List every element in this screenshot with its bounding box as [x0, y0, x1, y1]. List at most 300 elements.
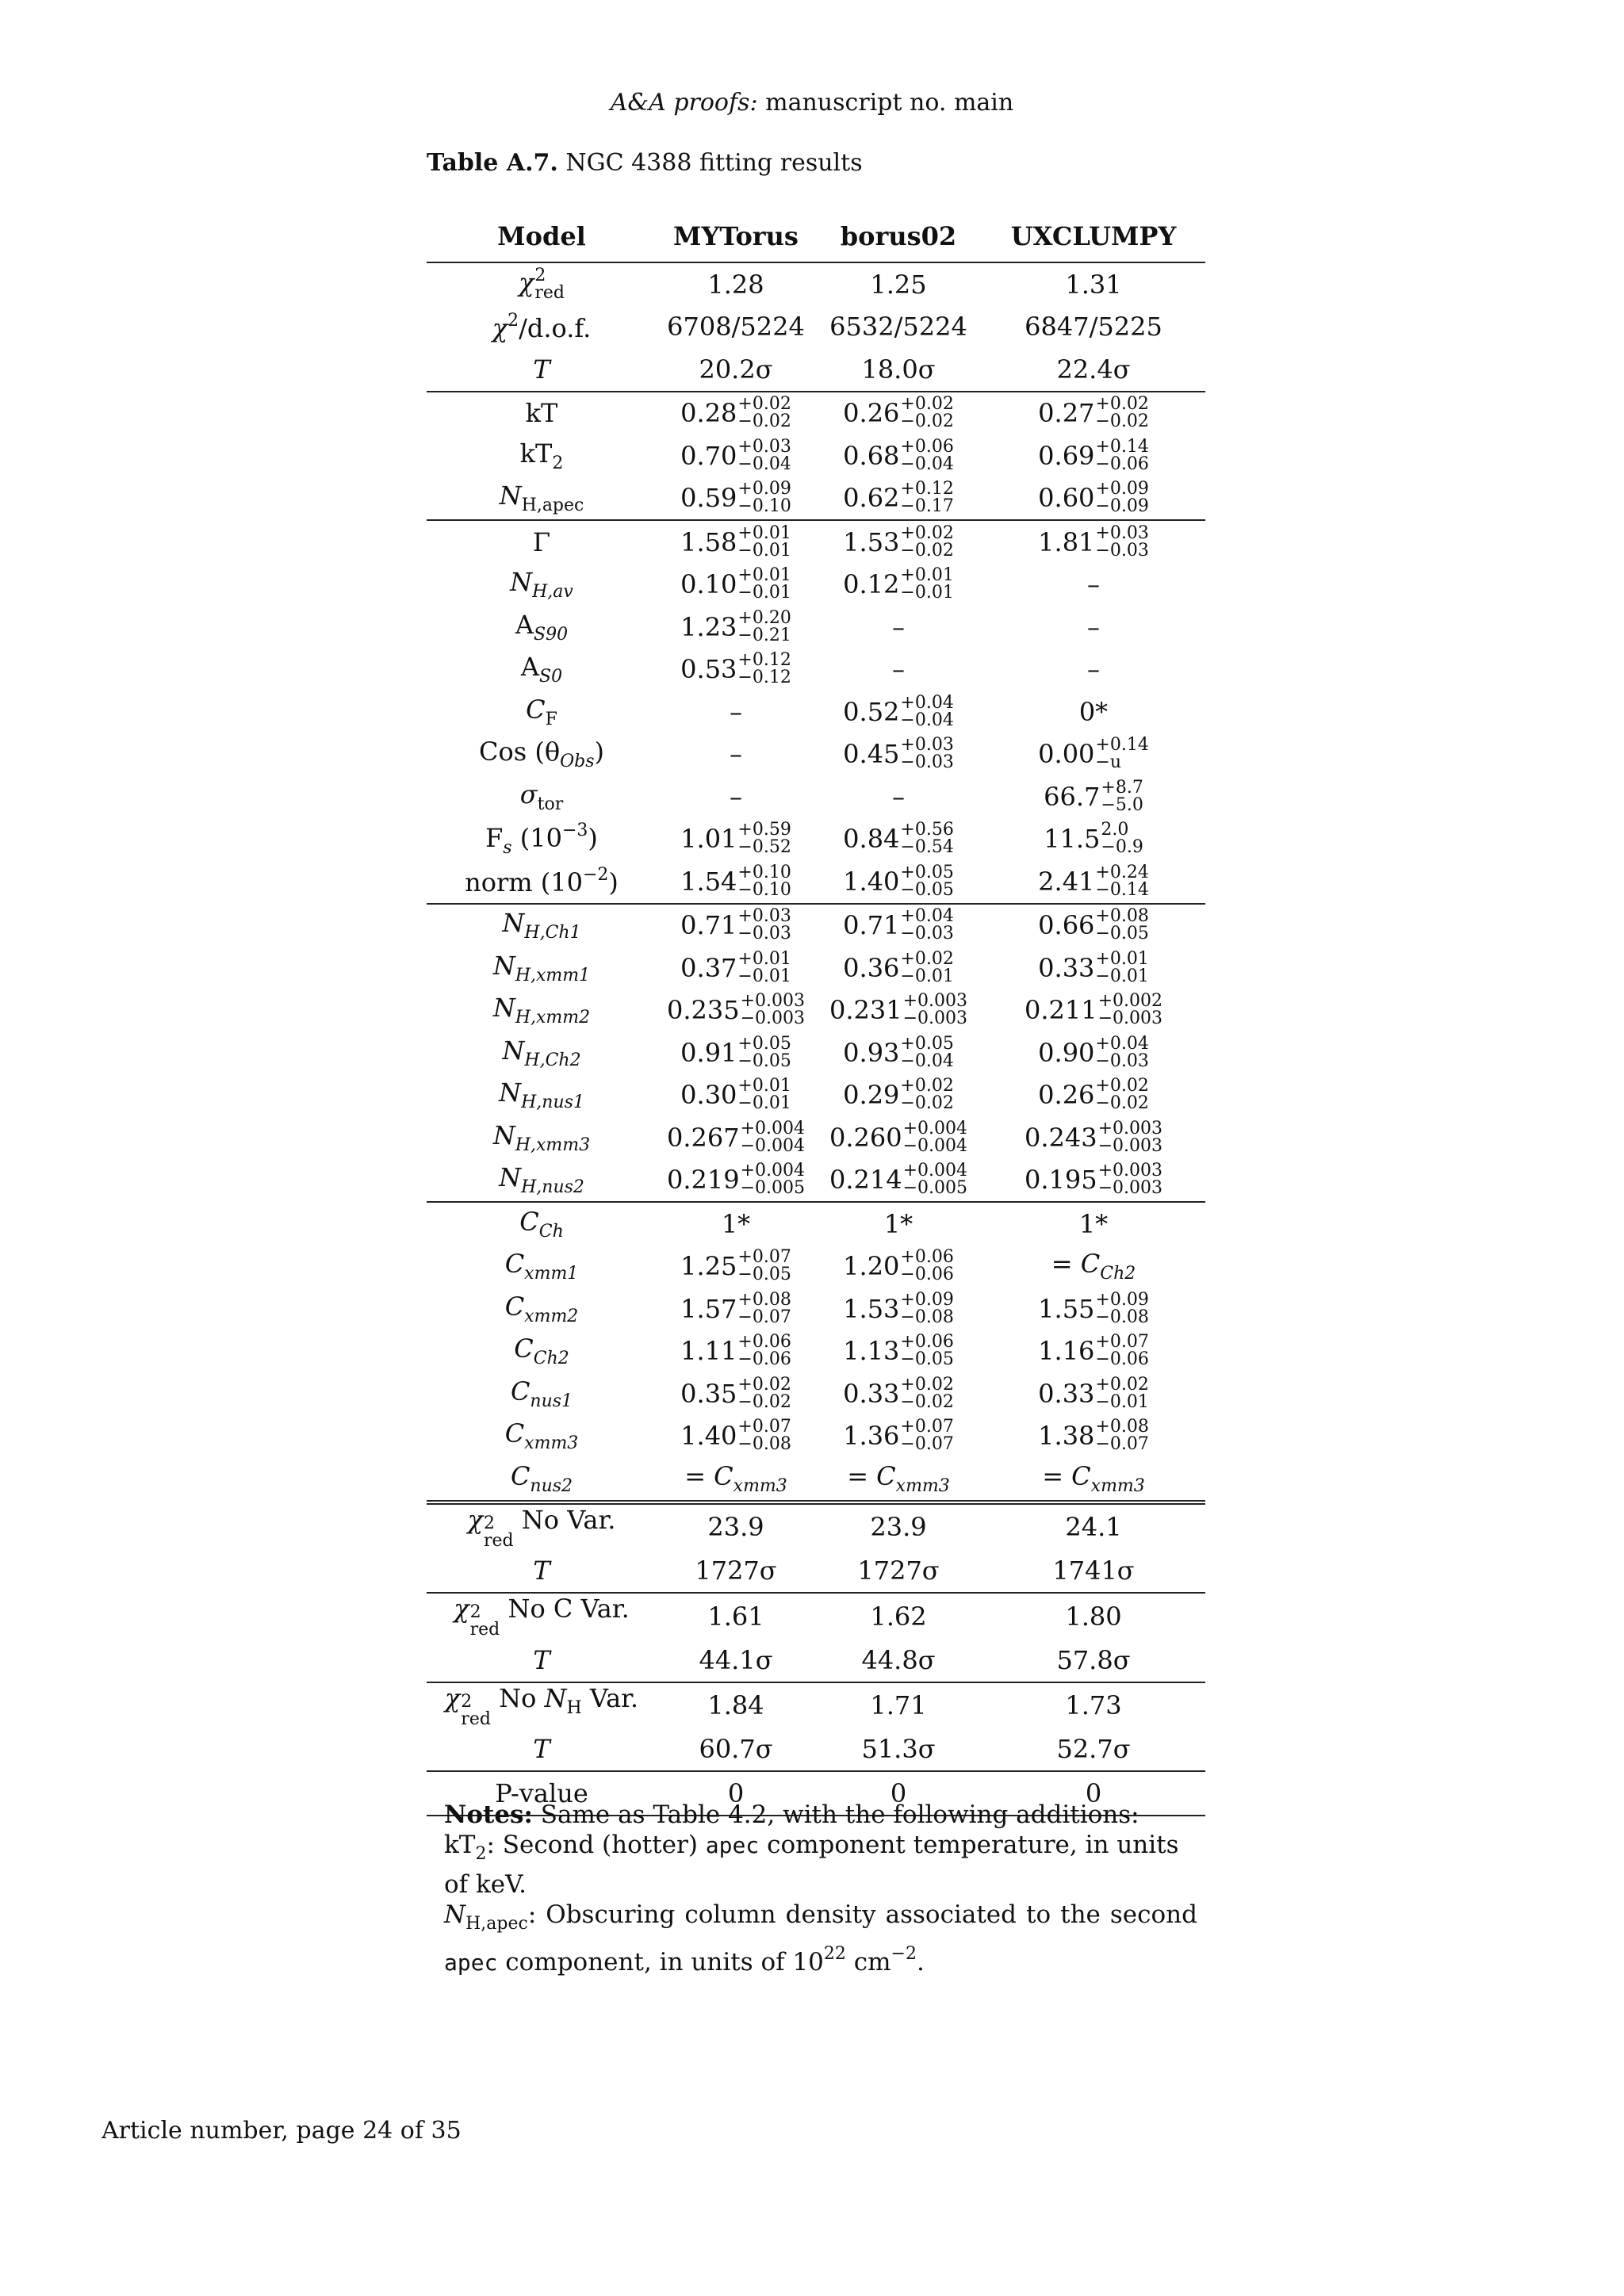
best-fit-value: 0.69 [1038, 440, 1095, 471]
lower-error: −0.21 [737, 625, 791, 645]
table-body [427, 262, 1205, 1816]
error-bars [1095, 1376, 1148, 1411]
upper-error: +0.02 [900, 1374, 954, 1395]
row-label [427, 1202, 657, 1246]
error-bars [737, 480, 791, 515]
value [829, 1120, 967, 1155]
param-subscript: 2 [552, 453, 564, 473]
table-row [427, 1031, 1205, 1074]
table-cell [815, 564, 982, 607]
tied-symbol: C [1071, 1460, 1091, 1491]
lower-error: −0.07 [737, 1307, 791, 1327]
upper-error: +0.04 [1095, 1033, 1149, 1054]
table-cell [982, 775, 1205, 818]
table-cell [815, 606, 982, 649]
value [843, 438, 954, 473]
table-row [427, 1415, 1205, 1458]
best-fit-value: 1* [883, 1208, 914, 1239]
upper-error: +0.06 [900, 1332, 954, 1353]
lower-error: −0.05 [900, 879, 954, 900]
table-row [427, 860, 1205, 904]
error-bars [900, 908, 953, 943]
param-subscript: Ch [538, 1221, 564, 1242]
lower-error: −0.12 [737, 668, 791, 688]
table-cell [815, 1330, 982, 1373]
table-cell [815, 1372, 982, 1415]
value [680, 1334, 791, 1368]
upper-error: +0.003 [1097, 1118, 1163, 1138]
value [680, 908, 791, 943]
value [1025, 1120, 1162, 1155]
table-cell [657, 564, 815, 607]
table-row [427, 691, 1205, 733]
row-label [427, 1288, 657, 1330]
table-row [427, 348, 1205, 392]
lower-error: −0.05 [737, 1265, 791, 1285]
best-fit-value: 0.267 [666, 1122, 740, 1153]
table-cell: 1.84 [657, 1682, 815, 1728]
upper-error: +0.02 [1095, 1076, 1149, 1096]
table-cell [815, 818, 982, 861]
upper-error: +0.08 [1095, 906, 1149, 927]
table-cell [815, 392, 982, 435]
row-label [427, 1550, 657, 1594]
table-cell: 24.1 [982, 1502, 1205, 1550]
row-label [427, 262, 657, 306]
notes-label: Notes: [444, 1800, 533, 1829]
best-fit-value: 0.29 [843, 1080, 900, 1111]
table-row [427, 904, 1205, 947]
sup-sub [461, 1693, 491, 1728]
error-bars [1095, 396, 1148, 430]
table-cell: 0 [657, 1771, 815, 1816]
table-cell [815, 1116, 982, 1159]
best-fit-value: 1.40 [843, 866, 900, 897]
value [1025, 1162, 1162, 1197]
value [843, 908, 954, 943]
best-fit-value: 1.55 [1038, 1293, 1095, 1324]
row-label [427, 1074, 657, 1117]
table-cell [657, 775, 815, 818]
param-subscript: H,nus2 [521, 1177, 584, 1198]
value [1038, 1077, 1149, 1112]
nh-subscript: H,apec [465, 1914, 528, 1934]
value [680, 1077, 791, 1112]
param-symbol: F [485, 822, 504, 853]
table-cell: 1727σ [857, 1556, 940, 1586]
error-bars [1095, 480, 1148, 515]
table-cell [815, 947, 982, 989]
page-footer: Article number, page 24 of 35 [102, 2117, 462, 2145]
upper-error: +0.09 [737, 479, 791, 499]
table-cell [982, 947, 1205, 989]
upper-error: +0.02 [1095, 1374, 1149, 1395]
best-fit-value: 0.71 [680, 910, 737, 941]
best-fit-value: – [892, 611, 905, 642]
param-subscript: H,Ch1 [524, 923, 581, 943]
value [1079, 697, 1108, 727]
table-row [427, 1288, 1205, 1330]
upper-error: +0.004 [740, 1161, 806, 1181]
value [843, 396, 954, 430]
value [1038, 1376, 1149, 1411]
best-fit-value: – [730, 739, 742, 770]
param-symbol: T [533, 1556, 550, 1586]
upper-error: +0.14 [1095, 436, 1149, 457]
table-cell [815, 477, 982, 521]
best-fit-value: 1.53 [843, 526, 900, 557]
lower-error: −0.04 [900, 710, 954, 730]
lower-error: −0.02 [900, 1391, 954, 1412]
value [843, 864, 954, 899]
table-cell [657, 1246, 815, 1288]
param-subscript: H,nus1 [521, 1093, 584, 1113]
best-fit-value: 0.91 [680, 1037, 737, 1068]
table-cell [657, 691, 815, 733]
param-symbol: C [504, 1249, 525, 1280]
upper-error: +0.05 [737, 1033, 791, 1054]
best-fit-value: 0.37 [680, 952, 737, 983]
lower-error: −0.07 [900, 1434, 954, 1455]
best-fit-value: – [730, 696, 742, 727]
error-bars [900, 948, 954, 986]
param-symbol: χ [467, 1504, 483, 1535]
best-fit-value: 0.27 [1038, 398, 1095, 429]
error-bars [1095, 737, 1148, 771]
upper-error: +0.02 [737, 394, 791, 415]
table-cell: 18.0σ [861, 354, 936, 385]
param-subscript: red [469, 1620, 500, 1640]
table-cell [657, 733, 815, 776]
lower-error: −0.52 [737, 837, 791, 858]
upper-error: +0.06 [900, 436, 954, 457]
error-bars [737, 821, 791, 856]
best-fit-value: 1.57 [680, 1293, 737, 1324]
error-bars [737, 1289, 791, 1327]
table-cell [982, 606, 1205, 649]
param-symbol: N [499, 1162, 522, 1193]
table-cell [815, 1288, 982, 1330]
best-fit-value: – [1087, 654, 1100, 685]
table-row [427, 1457, 1205, 1502]
row-label [427, 1330, 657, 1373]
row-label [427, 1502, 657, 1550]
lower-error: −0.01 [737, 540, 791, 561]
table-cell [815, 733, 982, 776]
table-cell: 1741σ [1052, 1556, 1135, 1586]
table-row [427, 1159, 1205, 1203]
best-fit-value: 0.243 [1024, 1122, 1097, 1153]
table-cell [657, 1074, 815, 1117]
table-cell: 23.9 [815, 1502, 982, 1550]
upper-error: +0.04 [900, 692, 954, 713]
lower-error: −0.03 [900, 924, 954, 944]
best-fit-value: 1.16 [1038, 1336, 1095, 1367]
param-symbol: C [504, 1418, 525, 1449]
param-suffix: ) [608, 867, 619, 898]
nh-unit-exponent: −2 [891, 1944, 917, 1964]
param-symbol: A [520, 652, 540, 683]
error-bars [737, 567, 791, 602]
param-symbol: N [499, 480, 522, 511]
lower-error: −0.06 [1095, 1349, 1149, 1370]
table-cell [982, 1330, 1205, 1373]
value [680, 567, 791, 602]
best-fit-value: 2.41 [1038, 866, 1095, 897]
best-fit-value: 0.52 [843, 696, 900, 727]
param-suffix: ) [594, 737, 604, 767]
upper-error: +0.01 [900, 565, 954, 586]
table-cell [815, 1246, 982, 1288]
lower-error: −0.06 [737, 1349, 791, 1370]
table-cell [982, 1457, 1205, 1502]
table-label: Table A.7. [427, 149, 558, 177]
table-row [427, 262, 1205, 306]
test-label: N [544, 1682, 567, 1713]
table-cell: 1.71 [815, 1682, 982, 1728]
table-cell [657, 1457, 815, 1502]
error-bars [1095, 864, 1148, 899]
lower-error: −0.003 [1097, 1135, 1163, 1156]
value [843, 1077, 954, 1112]
sup-sub [534, 267, 565, 302]
table-caption [427, 149, 863, 177]
param-subscript: red [483, 1530, 514, 1551]
param-symbol: A [515, 609, 534, 640]
param-suffix: /d.o.f. [519, 312, 592, 343]
table-row [427, 477, 1205, 521]
error-bars [1095, 1289, 1149, 1327]
value [892, 612, 905, 642]
best-fit-value: 0.35 [680, 1378, 737, 1409]
kt2-text: : Second (hotter) [486, 1831, 706, 1859]
best-fit-value: 1.58 [680, 526, 737, 557]
upper-error: +0.02 [900, 948, 954, 969]
error-bars [1095, 948, 1149, 986]
error-bars [903, 1120, 967, 1155]
param-symbol: χ [492, 312, 508, 343]
upper-error: +0.003 [740, 991, 806, 1012]
best-fit-value: 0.219 [666, 1165, 740, 1196]
table-cell [815, 989, 982, 1032]
value [1038, 480, 1149, 515]
param-subscript: s [503, 837, 512, 858]
table-cell: 52.7σ [1056, 1734, 1131, 1765]
row-label [427, 1682, 657, 1728]
table-cell: 51.3σ [861, 1734, 936, 1765]
table-cell [815, 1457, 982, 1502]
test-label: No Var. [513, 1504, 616, 1535]
table-row [427, 1728, 1205, 1772]
best-fit-value: 0.66 [1038, 910, 1095, 941]
lower-error: −0.04 [900, 453, 954, 474]
lower-error: −0.54 [900, 837, 954, 858]
lower-error: −0.01 [900, 583, 954, 603]
table-row [427, 649, 1205, 691]
table-cell [815, 1202, 982, 1246]
value [680, 1289, 791, 1327]
value [1038, 908, 1149, 943]
table-cell [657, 1202, 815, 1246]
upper-error: 2.0 [1101, 820, 1129, 840]
error-bars [1098, 993, 1162, 1027]
row-label [427, 860, 657, 904]
table-cell [657, 606, 815, 649]
param-symbol: C [519, 1206, 539, 1237]
best-fit-value: 1* [1078, 1208, 1109, 1239]
best-fit-value: 0.62 [843, 483, 900, 514]
upper-error: +8.7 [1101, 777, 1143, 798]
best-fit-value: – [892, 781, 905, 812]
table-row [427, 1246, 1205, 1288]
param-subscript: F [545, 709, 557, 729]
tied-subscript: xmm3 [733, 1475, 787, 1496]
error-bars [900, 480, 953, 515]
value [843, 1249, 954, 1284]
error-bars [737, 1249, 791, 1284]
best-fit-value: 1.53 [843, 1293, 900, 1324]
upper-error: +0.003 [1097, 1161, 1163, 1181]
error-bars [1095, 1077, 1148, 1112]
tied-subscript: xmm3 [1090, 1475, 1145, 1496]
upper-error: +0.08 [737, 1289, 791, 1310]
column-header: UXCLUMPY [982, 211, 1205, 262]
apec-code: apec [705, 1832, 760, 1858]
best-fit-value: 1.36 [843, 1421, 900, 1452]
table-row [427, 1639, 1205, 1682]
value [1038, 1334, 1149, 1368]
upper-error: +0.02 [900, 1076, 954, 1096]
error-bars [1101, 821, 1143, 856]
lower-error: −0.003 [740, 1008, 806, 1029]
lower-error: −0.05 [1095, 924, 1149, 944]
param-symbol: N [502, 908, 525, 939]
sup-sub [470, 1604, 500, 1639]
error-bars [900, 1289, 954, 1327]
error-bars [900, 1334, 953, 1368]
lower-error: −0.08 [1095, 1307, 1149, 1327]
table-cell: 1.80 [982, 1593, 1205, 1639]
lower-error: −0.003 [902, 1008, 968, 1029]
error-bars [1095, 908, 1148, 943]
upper-error: +0.07 [737, 1247, 791, 1268]
value [1038, 1418, 1149, 1453]
param-symbol: kT [519, 438, 553, 469]
best-fit-value: 1.38 [1038, 1421, 1095, 1452]
param-symbol: T [533, 1734, 550, 1765]
param-subscript: S0 [539, 667, 563, 687]
value [680, 864, 791, 899]
error-bars [737, 1035, 791, 1070]
table-cell: 44.8σ [861, 1644, 936, 1675]
row-label [427, 989, 657, 1032]
table-cell [982, 1415, 1205, 1458]
lower-error: −0.01 [737, 1093, 791, 1114]
value [843, 1289, 954, 1327]
lower-error: −0.03 [900, 752, 954, 773]
lower-error: −0.02 [1095, 1093, 1149, 1114]
header-row [427, 211, 1205, 262]
param-symbol: N [492, 993, 515, 1024]
tied-symbol: C [714, 1460, 733, 1491]
error-bars [741, 993, 805, 1027]
test-label: Var. [581, 1682, 639, 1713]
upper-error: +0.09 [900, 1289, 954, 1310]
best-fit-value: 0.53 [680, 654, 737, 685]
lower-error: −0.08 [737, 1434, 791, 1455]
value [843, 522, 954, 561]
value [843, 948, 954, 986]
table-cell [982, 520, 1205, 564]
table-row [427, 1330, 1205, 1373]
param-symbol: C [514, 1334, 534, 1364]
error-bars [900, 1035, 953, 1070]
lower-error: −5.0 [1101, 794, 1143, 815]
table-row [427, 1593, 1205, 1639]
table-cell [982, 392, 1205, 435]
value [680, 1035, 791, 1070]
param-symbol: σ [519, 779, 538, 809]
table-cell: 1.25 [870, 269, 927, 300]
best-fit-value: 1.40 [680, 1421, 737, 1452]
param-symbol: C [504, 1291, 525, 1322]
upper-error: +0.06 [900, 1247, 954, 1268]
best-fit-value: 0.71 [843, 910, 900, 941]
table-cell: 20.2σ [699, 354, 773, 385]
journal-name: A&A proofs: [610, 89, 758, 117]
best-fit-value: 0.45 [843, 739, 900, 770]
value [1087, 654, 1100, 684]
error-bars [900, 522, 954, 561]
table-cell: 44.1σ [699, 1644, 773, 1675]
error-bars [1095, 1334, 1148, 1368]
lower-error: −0.003 [1097, 1008, 1163, 1029]
value [843, 1376, 954, 1411]
row-label [427, 348, 657, 392]
column-header: Model [427, 211, 657, 262]
row-label [427, 606, 657, 649]
lower-error: −0.14 [1095, 879, 1149, 900]
best-fit-value: 0.33 [843, 1378, 900, 1409]
table-cell [815, 520, 982, 564]
table-cell [815, 775, 982, 818]
best-fit-value: 0* [1078, 696, 1109, 727]
best-fit-value: 1.81 [1038, 526, 1095, 557]
value [667, 1120, 805, 1155]
table-cell [815, 1074, 982, 1117]
param-symbol: T [533, 1644, 550, 1675]
param-exponent: −2 [582, 865, 609, 886]
nh-symbol: N [444, 1900, 466, 1929]
nh-exponent: 22 [823, 1944, 846, 1964]
value [680, 1249, 791, 1284]
table-cell [982, 904, 1205, 947]
best-fit-value: – [892, 654, 905, 685]
nh-text: : Obscuring column density associated to the second [527, 1900, 1197, 1929]
param-subscript: H,xmm2 [515, 1008, 591, 1028]
value [680, 948, 791, 986]
table-cell [815, 649, 982, 691]
lower-error: −0.09 [1095, 496, 1149, 517]
error-bars [737, 1418, 791, 1453]
best-fit-value: 66.7 [1044, 781, 1101, 812]
table-cell [657, 1288, 815, 1330]
param-subscript: H,xmm1 [515, 965, 591, 985]
table-cell [657, 904, 815, 947]
error-bars [737, 908, 791, 943]
table-row [427, 947, 1205, 989]
param-symbol: N [502, 1035, 525, 1066]
